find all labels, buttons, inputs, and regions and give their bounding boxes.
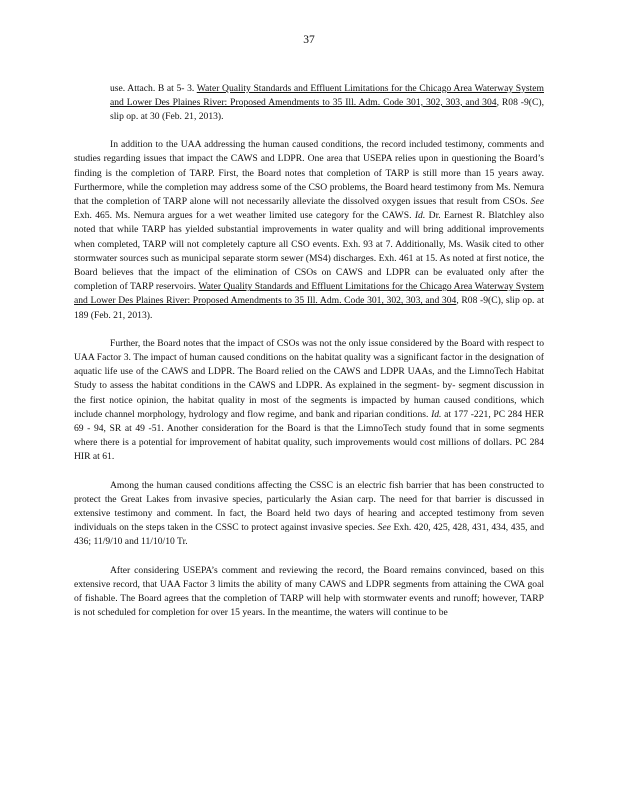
citation-lead: use. Attach. B at 5- 3.	[110, 82, 197, 94]
paragraph-fish-barrier	[74, 479, 544, 550]
paragraph-text: After considering USEPA’s comment and reviewing the record, the Board remains convinced, based on this extensive record, that UAA Factor 3 limits the ability of many CAWS and LDPR segments from attaining the CWA goal of fishable. The Board agrees that the completion of TARP will help with stormwater events and runoff; however, TARP is not scheduled for completion for over 15 years. In the meantime, the waters will continue to be	[74, 564, 544, 619]
signal-id: Id.	[414, 210, 426, 222]
paragraph-text: , R08 -9(C), slip op. at 189 (Feb. 21, 2013).	[74, 295, 544, 321]
signal-id: Id.	[431, 408, 442, 420]
paragraph-habitat	[74, 337, 544, 465]
page-number: 37	[303, 34, 315, 46]
citation-continuation	[110, 82, 544, 125]
paragraph-text: In addition to the UAA addressing the human caused conditions, the record included testimony, comments and studies regarding issues that impact the CAWS and LDPR. One area that USEPA relies upon in questioning the Board’s finding is the completion of TARP. First, the Board notes that completion of TARP is still more than 15 years away. Furthermore, while the completion may address some of the CSO problems, the Board heard testimony from Ms. Nemura that the completion of TARP alone will not necessarily alleviate the dissolved oxygen issues that result from CSOs.	[74, 139, 544, 208]
document-body	[74, 72, 544, 621]
paragraph-conclusion	[74, 564, 544, 621]
paragraph-text: Exh. 465. Ms. Nemura argues for a wet weather limited use category for the CAWS.	[74, 210, 415, 222]
case-title: Water Quality Standards and Effluent Limitations for the Chicago Area Waterway System and Lower Des Plaines River: Proposed Amendments to 35 Ill. Adm. Code 301, 302, 303, and 304	[74, 281, 544, 307]
paragraph-text: Dr. Earnest R. Blatchley also noted that while TARP has yielded substantial improvements in water quality and will bring additional improvements when completed, TARP will not completely capture all CSO events. Exh. 93 at 7. Additionally, Ms. Wasik cited to other stormwater sources such as municipal separate storm sewer (MS4) discharges. Exh. 461 at 15. As noted at first notice, the Board believes that the impact of the elimination of CSOs on CAWS and LDPR can be evaluated only after the completion of TARP reservoirs.	[74, 210, 544, 293]
paragraph-text: Among the human caused conditions affecting the CSSC is an electric fish barrier that has been constructed to protect the Great Lakes from invasive species, particularly the Asian carp. The need for that barrier is discussed in extensive testimony and comment. In fact, the Board held two days of hearing and accepted testimony from seven individuals on the steps taken in the CSSC to protect against invasive species.	[74, 479, 544, 534]
case-title: Water Quality Standards and Effluent Limitations for the Chicago Area Waterway System and Lower Des Plaines River: Proposed Amendments to 35 Ill. Adm. Code 301, 302, 303, and 304	[110, 82, 545, 108]
paragraph-uaa-tarp	[74, 138, 544, 323]
paragraph-text: Exh. 420, 425, 428, 431, 434, 435, and 436; 11/9/10 and 11/10/10 Tr.	[74, 522, 544, 548]
signal-see: See	[530, 196, 544, 208]
paragraph-text: at 177 -221, PC 284 HER 69 - 94, SR at 49 -51. Another consideration for the Board is that the LimnoTech study found that in some segments where there is a potential for improvement of habitat quality, such improvements would cost millions of dollars. PC 284 HIR at 61.	[74, 408, 544, 463]
paragraph-text: Further, the Board notes that the impact of CSOs was not the only issue considered by the Board with respect to UAA Factor 3. The impact of human caused conditions on the habitat quality was a significant factor in the designation of aquatic life use of the CAWS and LDPR. The Board relied on the CAWS and LDPR UAAs, and the LimnoTech Habitat Study to assess the habitat conditions in the CAWS and LDPR. As explained in the segment- by- segment discussion in the first notice opinion, the habitat quality in most of the segments is impacted by human caused conditions, which include channel morphology, hydrology and flow regime, and bank and riparian conditions.	[74, 337, 544, 420]
signal-see: See	[377, 522, 391, 534]
citation-tail: , R08 -9(C), slip op. at 30 (Feb. 21, 2013).	[110, 96, 544, 122]
